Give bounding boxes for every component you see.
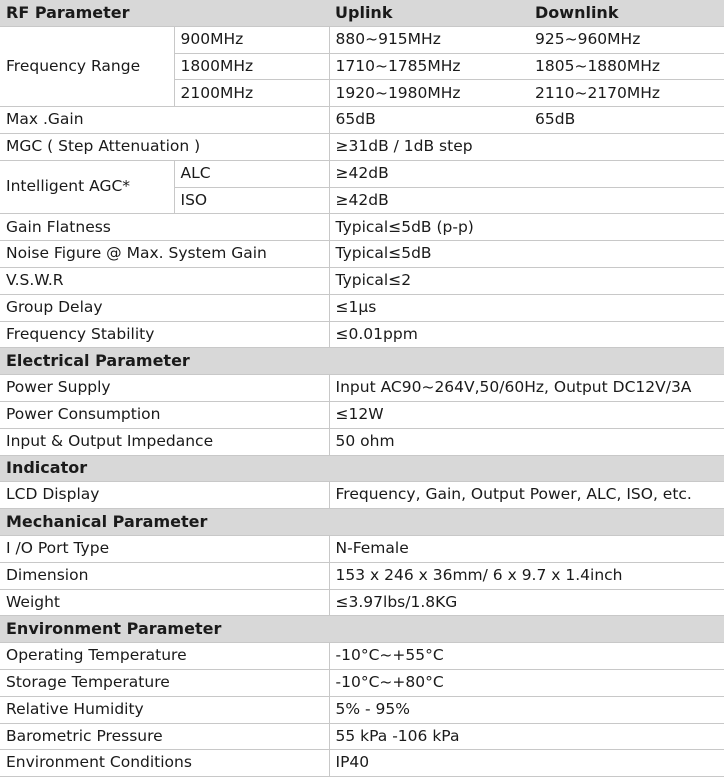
rf-parameter-title: RF Parameter [0, 0, 329, 26]
table-row [0, 482, 724, 509]
table-row [0, 589, 724, 616]
downlink-value: 2110~2170MHz [529, 80, 724, 107]
row-value: Typical≤5dB [329, 241, 724, 268]
table-row [0, 562, 724, 589]
table-row [0, 669, 724, 696]
table-row [0, 696, 724, 723]
table-row [0, 267, 724, 294]
table-row [0, 294, 724, 321]
row-value: IP40 [329, 750, 724, 777]
table-row [0, 214, 724, 241]
mgc-value: ≥31dB / 1dB step [329, 133, 724, 160]
mechanical-parameter-header-row [0, 509, 724, 536]
table-row [0, 643, 724, 670]
row-label: Power Consumption [0, 401, 329, 428]
rf-parameter-header-row [0, 0, 724, 26]
row-value: ≤0.01ppm [329, 321, 724, 348]
row-label: LCD Display [0, 482, 329, 509]
max-gain-uplink-value: 65dB [329, 107, 529, 134]
section-title: Indicator [0, 455, 724, 482]
row-value: 55 kPa -106 kPa [329, 723, 724, 750]
row-label: Barometric Pressure [0, 723, 329, 750]
section-title: Electrical Parameter [0, 348, 724, 375]
row-label: Weight [0, 589, 329, 616]
table-row [0, 26, 724, 53]
agc-value: ≥42dB [329, 187, 724, 214]
row-label: Power Supply [0, 375, 329, 402]
max-gain-label: Max .Gain [0, 107, 329, 134]
row-value: -10°C~+55°C [329, 643, 724, 670]
row-label: Relative Humidity [0, 696, 329, 723]
max-gain-downlink-value: 65dB [529, 107, 724, 134]
row-label: Environment Conditions [0, 750, 329, 777]
uplink-value: 1710~1785MHz [329, 53, 529, 80]
row-label: Noise Figure @ Max. System Gain [0, 241, 329, 268]
agc-sub-label: ALC [174, 160, 329, 187]
uplink-value: 1920~1980MHz [329, 80, 529, 107]
table-row [0, 401, 724, 428]
environment-parameter-header-row [0, 616, 724, 643]
row-label: Input & Output Impedance [0, 428, 329, 455]
table-row [0, 428, 724, 455]
table-row [0, 321, 724, 348]
row-value: 153 x 246 x 36mm/ 6 x 9.7 x 1.4inch [329, 562, 724, 589]
agc-value: ≥42dB [329, 160, 724, 187]
table-row [0, 160, 724, 187]
row-value: Typical≤5dB (p-p) [329, 214, 724, 241]
downlink-value: 925~960MHz [529, 26, 724, 53]
row-label: Dimension [0, 562, 329, 589]
mgc-label: MGC ( Step Attenuation ) [0, 133, 329, 160]
band-label: 900MHz [174, 26, 329, 53]
row-value: 5% - 95% [329, 696, 724, 723]
electrical-parameter-header-row [0, 348, 724, 375]
frequency-range-label: Frequency Range [0, 26, 174, 106]
table-row [0, 107, 724, 134]
table-row [0, 723, 724, 750]
intelligent-agc-label: Intelligent AGC* [0, 160, 174, 214]
indicator-header-row [0, 455, 724, 482]
section-title: Environment Parameter [0, 616, 724, 643]
agc-sub-label: ISO [174, 187, 329, 214]
row-label: Group Delay [0, 294, 329, 321]
row-value: -10°C~+80°C [329, 669, 724, 696]
row-value: ≤12W [329, 401, 724, 428]
row-label: Operating Temperature [0, 643, 329, 670]
table-row [0, 535, 724, 562]
row-value: N-Female [329, 535, 724, 562]
downlink-heading: Downlink [529, 0, 724, 26]
table-row [0, 750, 724, 777]
downlink-value: 1805~1880MHz [529, 53, 724, 80]
table-row [0, 375, 724, 402]
uplink-heading: Uplink [329, 0, 529, 26]
row-label: Gain Flatness [0, 214, 329, 241]
band-label: 1800MHz [174, 53, 329, 80]
row-label: V.S.W.R [0, 267, 329, 294]
row-label: I /O Port Type [0, 535, 329, 562]
band-label: 2100MHz [174, 80, 329, 107]
row-value: ≤1μs [329, 294, 724, 321]
row-value: Typical≤2 [329, 267, 724, 294]
row-value: Input AC90~264V,50/60Hz, Output DC12V/3A [329, 375, 724, 402]
row-value: 50 ohm [329, 428, 724, 455]
row-value: ≤3.97lbs/1.8KG [329, 589, 724, 616]
row-label: Storage Temperature [0, 669, 329, 696]
row-value: Frequency, Gain, Output Power, ALC, ISO, etc. [329, 482, 724, 509]
uplink-value: 880~915MHz [329, 26, 529, 53]
section-title: Mechanical Parameter [0, 509, 724, 536]
table-row [0, 241, 724, 268]
row-label: Frequency Stability [0, 321, 329, 348]
table-row [0, 133, 724, 160]
